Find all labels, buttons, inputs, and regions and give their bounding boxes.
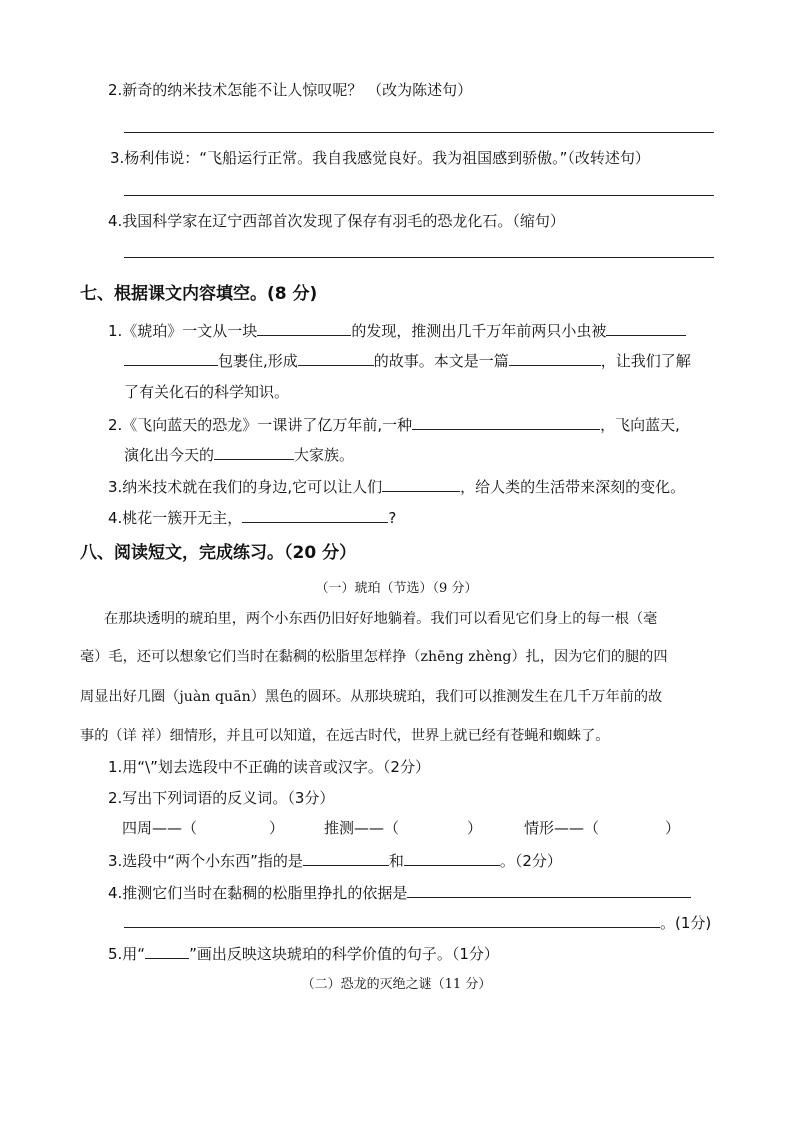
q8-subheading-2: （二）恐龙的灭绝之谜（11 分） <box>301 977 492 992</box>
fill-blank[interactable] <box>124 912 660 928</box>
q8-exercise-4-cont: 。(1分) <box>124 912 711 933</box>
passage-line: 在那块透明的琥珀里，两个小东西仍旧好好地躺着。我们可以看见它们身上的每一根（毫 <box>104 611 658 627</box>
passage-line: 毫）毛，还可以想象它们当时在黏稠的松脂里怎样挣（zhēng zhèng）扎，因为它们的腿的四 <box>80 649 668 665</box>
q7-item1-line2: 包裹住,形成 的故事。本文是一篇 ，让我们了解 <box>124 350 691 371</box>
fill-blank[interactable] <box>509 350 601 366</box>
q7-item1-line3: 了有关化石的科学知识。 <box>124 383 290 401</box>
fill-blank[interactable] <box>412 414 600 430</box>
fill-blank[interactable] <box>257 320 351 336</box>
q7-item2-line1: 2.《飞向蓝天的恐龙》一课讲了亿万年前,一种 ，飞向蓝天, <box>108 416 680 434</box>
q6-item3: 3.杨利伟说：“飞船运行正常。我自我感觉良好。我为祖国感到骄傲。”（改转述句） <box>110 149 650 167</box>
q8-heading: 八、阅读短文，完成练习。（20 分） <box>80 543 357 563</box>
fill-blank[interactable] <box>404 850 500 866</box>
passage-line: 周显出好几圈（juàn quān）黑色的圆环。从那块琥珀，我们可以推测发生在几千万年前的故 <box>80 689 663 705</box>
answer-line[interactable] <box>124 257 714 258</box>
q7-heading: 七、根据课文内容填空。(8 分) <box>80 284 318 304</box>
q8-exercise-4: 4.推测它们当时在黏稠的松脂里挣扎的依据是 <box>108 882 691 903</box>
fill-blank[interactable] <box>242 507 388 523</box>
q8-subheading-1: （一）琥珀（节选）（9 分） <box>315 581 478 596</box>
antonym-item-3: 情形——（ ） <box>524 819 681 837</box>
fill-blank[interactable] <box>124 350 218 366</box>
antonym-item-1: 四周——（ ） <box>122 819 285 837</box>
q6-item4: 4.我国科学家在辽宁西部首次发现了保存有羽毛的恐龙化石。（缩句） <box>108 212 565 230</box>
fill-blank[interactable] <box>214 444 294 460</box>
answer-line[interactable] <box>124 195 714 196</box>
q8-exercise-2: 2.写出下列词语的反义词。（3分） <box>108 789 335 807</box>
fill-blank[interactable] <box>382 476 460 492</box>
q7-item3: 3.纳米技术就在我们的身边,它可以让人们 ，给人类的生活带来深刻的变化。 <box>108 478 686 496</box>
q7-item1-line1: 1.《琥珀》一文从一块 的发现，推测出几千万年前两只小虫被 <box>108 320 686 341</box>
q6-item2: 2.新奇的纳米技术怎能不让人惊叹呢？ （改为陈述句） <box>108 81 473 99</box>
q8-exercise-5: 5.用“ ”画出反映这块琥珀的科学价值的句子。（1分） <box>108 945 499 963</box>
antonym-item-2: 推测——（ ） <box>324 819 483 837</box>
fill-blank[interactable] <box>298 350 374 366</box>
q7-item4: 4.桃花一簇开无主， ? <box>108 509 397 527</box>
fill-blank[interactable] <box>303 850 389 866</box>
answer-line[interactable] <box>124 132 714 133</box>
q8-exercise-3: 3.选段中“两个小东西”指的是 和 。（2分） <box>108 852 562 870</box>
q7-item2-line2: 演化出今天的 大家族。 <box>124 446 355 464</box>
underline-sample <box>145 946 189 959</box>
passage-line: 事的（详 祥）细情形，并且可以知道，在远古时代，世界上就已经有苍蝇和蜘蛛了。 <box>80 728 610 744</box>
fill-blank[interactable] <box>606 320 686 336</box>
fill-blank[interactable] <box>407 882 691 898</box>
q8-exercise-1: 1.用“\”划去选段中不正确的读音或汉字。（2分） <box>108 758 430 776</box>
